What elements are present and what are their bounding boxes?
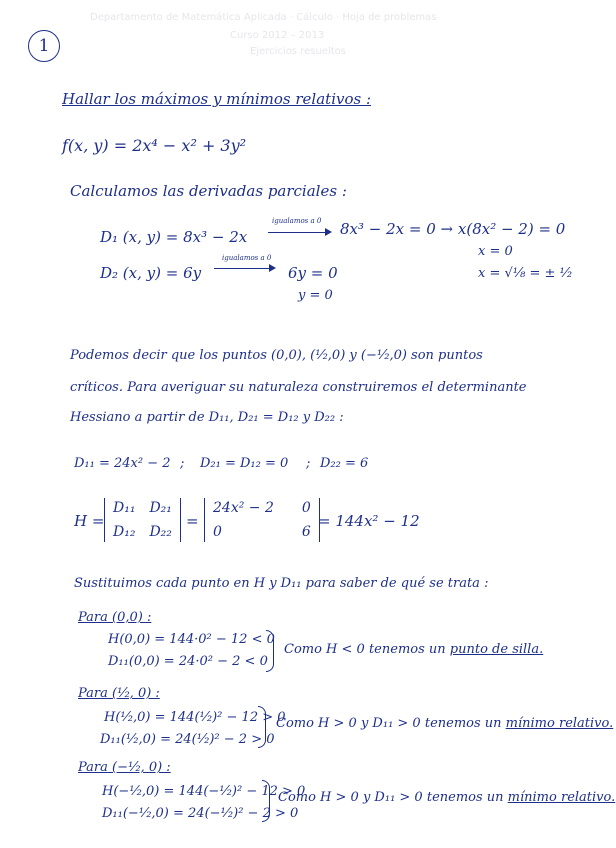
hessian-label: H = [74, 512, 105, 530]
case-h-value: H(−¹⁄₂,0) = 144(−¹⁄₂)² − 12 > 0 [102, 784, 306, 799]
matrix-cell: D₁₂ [113, 524, 136, 540]
statement-title: Hallar los máximos y mínimos relativos : [62, 90, 372, 108]
case-conclusion [278, 790, 615, 805]
root-x-half: x = √¹⁄₈ = ± ¹⁄₂ [478, 266, 573, 281]
partial-d1: D₁ (x, y) = 8x³ − 2x [100, 228, 248, 246]
partials-intro: Calculamos las derivadas parciales : [70, 182, 347, 200]
case-d11-value: D₁₁(0,0) = 24·0² − 2 < 0 [108, 654, 268, 669]
brace-icon [266, 630, 274, 672]
matrix-cell: D₂₂ [149, 524, 172, 540]
matrix-cell: D₁₁ [113, 500, 136, 516]
arrow-icon [268, 232, 330, 233]
case-title: Para (¹⁄₂, 0) : [78, 686, 160, 701]
case-d11-value: D₁₁(¹⁄₂,0) = 24(¹⁄₂)² − 2 > 0 [100, 732, 275, 747]
function-definition: f(x, y) = 2x⁴ − x² + 3y² [62, 136, 247, 155]
matrix-cell: 24x² − 2 [213, 500, 274, 516]
critical-text-line: Hessiano a partir de D₁₁, D₂₁ = D₁₂ y D₂₂ : [70, 410, 344, 425]
case-conclusion [276, 716, 613, 731]
second-derivative-d21: D₂₁ = D₁₂ = 0 [200, 456, 289, 471]
case-conclusion [284, 642, 543, 657]
hessian-matrix-symbolic [104, 498, 181, 542]
hessian-result: = 144x² − 12 [318, 512, 420, 530]
matrix-cell: 0 [213, 524, 222, 540]
ghost-header-line: Departamento de Matemática Aplicada · Cálculo · Hoja de problemas [90, 12, 437, 23]
case-kind: mínimo relativo. [505, 716, 614, 731]
arrow-icon [214, 268, 274, 269]
substitute-intro: Sustituimos cada punto en H y D₁₁ para saber de qué se trata : [74, 576, 489, 591]
brace-icon [258, 706, 266, 748]
brace-icon [262, 780, 270, 822]
partial-d2-equation: 6y = 0 [288, 264, 338, 282]
partial-d1-equation: 8x³ − 2x = 0 → x(8x² − 2) = 0 [340, 220, 566, 238]
equals-sign: = [186, 512, 199, 530]
case-kind: punto de silla. [449, 642, 544, 657]
arrow-label: igualamos a 0 [272, 217, 322, 225]
critical-text-line: críticos. Para averiguar su naturaleza construiremos el determinante [70, 380, 527, 395]
separator: ; [180, 456, 185, 471]
separator: ; [306, 456, 311, 471]
matrix-cell: 6 [301, 524, 311, 540]
case-title: Para (−¹⁄₂, 0) : [78, 760, 171, 775]
case-kind: mínimo relativo. [507, 790, 616, 805]
matrix-cell: 0 [301, 500, 311, 516]
partial-d2: D₂ (x, y) = 6y [100, 264, 202, 282]
second-derivative-d22: D₂₂ = 6 [320, 456, 369, 471]
case-h-value: H(¹⁄₂,0) = 144(¹⁄₂)² − 12 > 0 [104, 710, 286, 725]
root-x0: x = 0 [478, 244, 513, 259]
case-conclusion-text: Como H > 0 y D₁₁ > 0 tenemos un [278, 790, 504, 805]
case-conclusion-text: Como H > 0 y D₁₁ > 0 tenemos un [276, 716, 502, 731]
problem-number-badge: 1 [28, 30, 60, 62]
critical-text-line: Podemos decir que los puntos (0,0), (¹⁄₂,0) y (−¹⁄₂,0) son puntos [70, 348, 483, 363]
case-d11-value: D₁₁(−¹⁄₂,0) = 24(−¹⁄₂)² − 2 > 0 [102, 806, 299, 821]
case-conclusion-text: Como H < 0 tenemos un [284, 642, 446, 657]
ghost-header-line: Curso 2012 – 2013 [230, 30, 325, 41]
arrow-label: igualamos a 0 [222, 254, 272, 262]
root-y0: y = 0 [298, 288, 333, 303]
case-h-value: H(0,0) = 144·0² − 12 < 0 [108, 632, 275, 647]
ghost-header-line: Ejercicios resueltos [250, 46, 346, 57]
case-title: Para (0,0) : [78, 610, 152, 625]
matrix-cell: D₂₁ [149, 500, 172, 516]
second-derivative-d11: D₁₁ = 24x² − 2 [74, 456, 171, 471]
hessian-matrix-values [204, 498, 320, 542]
